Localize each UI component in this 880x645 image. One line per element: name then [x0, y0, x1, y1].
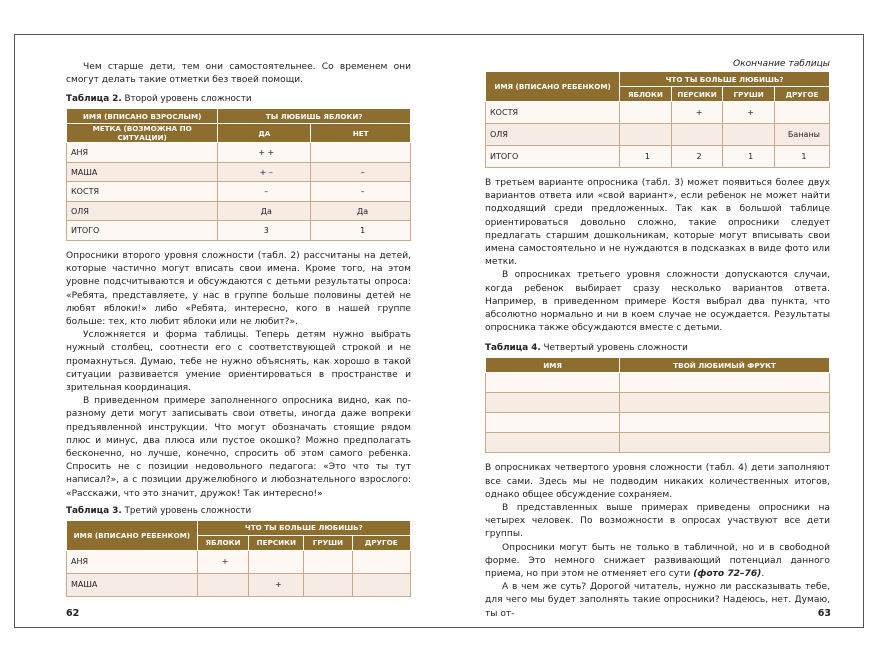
- row-yes: Да: [218, 201, 311, 221]
- table3-caption-label: Таблица 3.: [66, 505, 122, 516]
- right-paragraph-3: В опросниках четвертого уровня сложности (табл. 4) дети заполняют все сами. Здесь мы не подводим никаких количественных итогов, однако общее обсуждение сохраняем.: [485, 463, 830, 500]
- right-paragraph-4: В представленных выше примерах приведены опросники на четырех человек. По возможности в опросах участвуют все дети группы.: [485, 503, 830, 540]
- row-yes: 3: [218, 221, 311, 241]
- empty-cell: [620, 413, 830, 433]
- table-row: [67, 550, 411, 573]
- table3-caption-text: Третий уровень сложности: [121, 505, 252, 516]
- row-cell: [352, 573, 411, 596]
- table3-end-head-peaches: ПЕРСИКИ: [671, 87, 723, 102]
- photo-reference: (фото 72–76): [693, 569, 762, 580]
- row-no: Да: [311, 201, 411, 221]
- table2-caption-text: Второй уровень сложности: [121, 94, 252, 105]
- table4-caption: [485, 342, 830, 354]
- row-cell: [304, 550, 352, 573]
- table3-end-head-name: ИМЯ (ВПИСАНО РЕБЕНКОМ): [486, 72, 620, 102]
- table3-head-name: ИМЯ (ВПИСАНО РЕБЕНКОМ): [67, 520, 198, 550]
- right-column: [485, 59, 830, 621]
- table-row: [67, 182, 411, 202]
- row-no: [311, 143, 411, 163]
- table4-head-fruit: ТВОЙ ЛЮБИМЫЙ ФРУКТ: [620, 358, 830, 373]
- table-row: [486, 393, 830, 413]
- row-cell: 2: [671, 146, 723, 168]
- right-paragraph-2: В опросниках третьего уровня сложности допускаются случаи, когда ребенок выбирает сразу несколько вариантов ответа. Например, в приведенном примере Костя выбрал два пункта, что абсолютно нормально и ни в коем случае не осуждается. Результаты опросника также обсуждаются вместе с детьми.: [485, 270, 830, 334]
- row-cell: Бананы: [774, 124, 829, 146]
- right-paragraph-5: [485, 542, 830, 582]
- table-row: [486, 102, 830, 124]
- right-paragraph-1: В третьем варианте опросника (табл. 3) может появиться более двух вариантов ответа или «свой вариант», если ребенок не может найти подходящий среди предложенных. Так как в большой таблице ориентироваться довольно сложно, такие опросники следует предлагать старшим дошкольникам, которые могут вписывать свои имена самостоятельно и не нуждаются в подсказках в виде фото или метки.: [485, 178, 830, 268]
- table-row: [486, 433, 830, 453]
- row-name: КОСТЯ: [67, 182, 218, 202]
- row-yes: –: [218, 182, 311, 202]
- table3-end-head-pears: ГРУШИ: [723, 87, 775, 102]
- left-column: [66, 61, 411, 597]
- row-no: 1: [311, 221, 411, 241]
- table3-head-other: ДРУГОЕ: [352, 535, 411, 550]
- empty-cell: [486, 433, 620, 453]
- right-paragraph-6: А в чем же суть? Дорогой читатель, нужно ли рассказывать тебе, для чего мы будет заполнять такие опросники? Надеюсь, нет. Думаю, ты от-: [485, 582, 830, 619]
- table3-head-peaches: ПЕРСИКИ: [249, 535, 304, 550]
- left-paragraph-3: В приведенном примере заполненного опросника видно, как по-разному дети могут записывать свои ответы, иногда даже вопреки предъявленной инструкции. Что могут обозначать стоящие рядом плюс и минус, два плюса или пустое окошко? Можно предполагать бесконечно, но лучше, конечно, спросить об этом самого ребенка. Спросить не с позиции недовольного педагога: «Это что ты тут написал?», а с позиции дружелюбного и любознательного взрослого: «Расскажи, что это значит, дружок! Так интересно!»: [66, 396, 411, 499]
- table2-head-yes: ДА: [218, 124, 311, 143]
- row-cell: [197, 573, 249, 596]
- table4-caption-text: Четвертый уровень сложности: [540, 343, 688, 354]
- row-yes: + +: [218, 143, 311, 163]
- row-cell: [723, 124, 775, 146]
- row-name: МАША: [67, 162, 218, 182]
- row-cell: 1: [774, 146, 829, 168]
- table-row: [486, 124, 830, 146]
- row-name: МАША: [67, 573, 198, 596]
- table2-head-mark: МЕТКА (ВОЗМОЖНА ПО СИТУАЦИИ): [67, 124, 218, 143]
- row-cell: 1: [620, 146, 672, 168]
- intro-paragraph: Чем старше дети, тем они самостоятельнее. Со временем они смогут делать такие отметки без твоей помощи.: [66, 62, 411, 86]
- row-name: ОЛЯ: [67, 201, 218, 221]
- table-continuation-note: Окончание таблицы: [732, 59, 830, 69]
- table4-caption-label: Таблица 4.: [485, 343, 541, 354]
- table3-caption: [66, 505, 411, 517]
- table3-end: [485, 71, 830, 168]
- table3-head-pears: ГРУШИ: [304, 535, 352, 550]
- row-no: –: [311, 162, 411, 182]
- table-row: [67, 143, 411, 163]
- empty-cell: [486, 393, 620, 413]
- table2-caption-label: Таблица 2.: [66, 94, 122, 105]
- page-number-right: 63: [817, 608, 831, 619]
- row-cell: +: [197, 550, 249, 573]
- book-spread: [14, 34, 864, 628]
- left-paragraph-2: Усложняется и форма таблицы. Теперь детям нужно выбрать нужный столбец, соотнести его с соответствующей строкой и не промахнуться. Думаю, тебе не нужно объяснять, как хорошо в такой ситуации развивается умение ориентироваться в пространстве и зрительная координация.: [66, 330, 411, 393]
- row-cell: [620, 102, 672, 124]
- table3-end-head-apples: ЯБЛОКИ: [620, 87, 672, 102]
- left-page: [15, 35, 440, 627]
- paragraph-5-end: .: [761, 569, 765, 580]
- row-no: –: [311, 182, 411, 202]
- row-cell: +: [723, 102, 775, 124]
- row-cell: [304, 573, 352, 596]
- row-name: ИТОГО: [486, 146, 620, 168]
- empty-cell: [620, 393, 830, 413]
- table-row: [486, 413, 830, 433]
- table3-end-head-other: ДРУГОЕ: [774, 87, 829, 102]
- table2-caption: [66, 93, 411, 105]
- page-number-left: 62: [66, 608, 80, 619]
- table-row: [486, 146, 830, 168]
- row-name: ОЛЯ: [486, 124, 620, 146]
- table2: [66, 108, 411, 241]
- row-name: АНЯ: [67, 143, 218, 163]
- row-name: КОСТЯ: [486, 102, 620, 124]
- table-row: [486, 373, 830, 393]
- table3-end-head-question: ЧТО ТЫ БОЛЬШЕ ЛЮБИШЬ?: [620, 72, 830, 87]
- row-cell: [620, 124, 672, 146]
- table4: [485, 357, 830, 453]
- table2-head-question: ТЫ ЛЮБИШЬ ЯБЛОКИ?: [218, 109, 411, 124]
- row-cell: +: [671, 102, 723, 124]
- table-row: [67, 221, 411, 241]
- paragraph-5-text: Опросники могут быть не только в табличной, но и в свободной форме. Это немного снижает развивающий потенциал данного приема, но при этом не отменяет его сути: [485, 542, 830, 580]
- empty-cell: [486, 373, 620, 393]
- table-row: [67, 573, 411, 596]
- row-cell: [774, 102, 829, 124]
- table-row: [67, 162, 411, 182]
- right-page: [440, 35, 863, 627]
- table3: [66, 520, 411, 597]
- row-cell: 1: [723, 146, 775, 168]
- table3-head-question: ЧТО ТЫ БОЛЬШЕ ЛЮБИШЬ?: [197, 520, 410, 535]
- row-name: ИТОГО: [67, 221, 218, 241]
- row-cell: [249, 550, 304, 573]
- empty-cell: [620, 433, 830, 453]
- empty-cell: [486, 413, 620, 433]
- left-paragraph-1: Опросники второго уровня сложности (табл. 2) рассчитаны на детей, которые частично могут вписать свои имена. Кроме того, на этом уровне подсчитываются и обсуждаются с детьми результаты опроса: «Ребята, представляете, у нас в группе больше половины детей не любят яблоки!» либо «Ребята, интересно, кого в нашей группе больше: тех, кто любит яблоки или не любит?».: [66, 250, 411, 327]
- table2-head-name: ИМЯ (ВПИСАНО ВЗРОСЛЫМ): [67, 109, 218, 124]
- table-row: [67, 201, 411, 221]
- row-yes: + –: [218, 162, 311, 182]
- empty-cell: [620, 373, 830, 393]
- row-cell: [671, 124, 723, 146]
- row-name: АНЯ: [67, 550, 198, 573]
- table3-head-apples: ЯБЛОКИ: [197, 535, 249, 550]
- table4-head-name: ИМЯ: [486, 358, 620, 373]
- row-cell: +: [249, 573, 304, 596]
- row-cell: [352, 550, 411, 573]
- table2-head-no: НЕТ: [311, 124, 411, 143]
